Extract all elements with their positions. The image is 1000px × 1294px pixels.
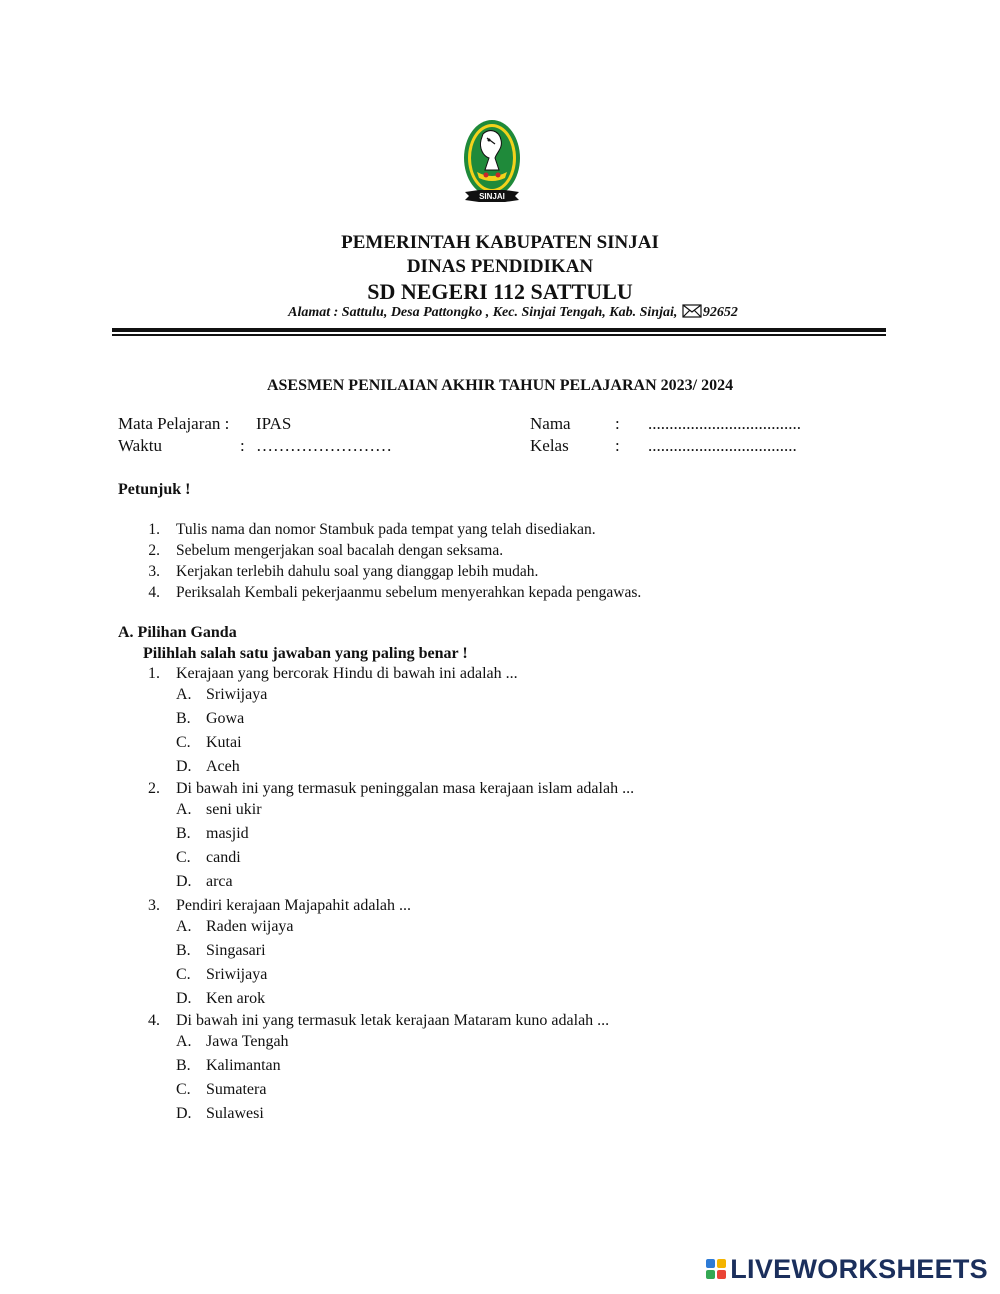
option-letter: C. — [176, 849, 191, 866]
logo-block — [706, 1270, 715, 1279]
question-text: Di bawah ini yang termasuk peninggalan masa kerajaan islam adalah ... — [176, 780, 635, 797]
logo-block — [717, 1259, 726, 1268]
option-text: Raden wijaya — [206, 918, 294, 935]
class-label: Kelas — [530, 436, 569, 455]
option-letter: A. — [176, 801, 192, 818]
sinjai-emblem-icon — [459, 118, 529, 210]
section-a-subheading: Pilihlah salah satu jawaban yang paling benar ! — [143, 645, 468, 662]
logo-block — [706, 1259, 715, 1268]
section-a-heading: A. Pilihan Ganda — [118, 624, 237, 641]
option-text: Gowa — [206, 710, 245, 727]
header-address: Alamat : Sattulu, Desa Pattongko , Kec. Sinjai Tengah, Kab. Sinjai, — [288, 305, 678, 320]
header-department: DINAS PENDIDIKAN — [406, 256, 594, 277]
header-divider-thick — [112, 328, 886, 332]
option-text: Sumatera — [206, 1081, 267, 1098]
option-letter: A. — [176, 1033, 192, 1050]
option-letter: C. — [176, 966, 191, 983]
instruction-text: Sebelum mengerjakan soal bacalah dengan seksama. — [176, 542, 504, 559]
option-letter: D. — [176, 1105, 192, 1122]
liveworksheets-watermark[interactable] — [706, 1254, 988, 1284]
liveworksheets-brand: LIVEWORKSHEETS — [730, 1253, 988, 1284]
name-colon: : — [615, 414, 620, 433]
subject-value: IPAS — [256, 414, 292, 433]
class-field[interactable]: ................................... — [648, 436, 797, 455]
instruction-text: Tulis nama dan nomor Stambuk pada tempat yang telah disediakan. — [176, 521, 596, 538]
option-text: Jawa Tengah — [206, 1033, 289, 1050]
question-number: 4. — [148, 1012, 160, 1029]
instruction-number: 2. — [148, 542, 160, 559]
question-number: 3. — [148, 897, 160, 914]
class-colon: : — [615, 436, 620, 455]
question-number: 1. — [148, 665, 160, 682]
instruction-number: 1. — [148, 521, 160, 538]
instruction-text: Periksalah Kembali pekerjaanmu sebelum menyerahkan kepada pengawas. — [176, 584, 642, 601]
exam-title: ASESMEN PENILAIAN AKHIR TAHUN PELAJARAN 2023/ 2024 — [266, 377, 734, 394]
option-letter: A. — [176, 686, 192, 703]
header-government: PEMERINTAH KABUPATEN SINJAI — [341, 232, 659, 253]
time-colon: : — [240, 436, 245, 455]
option-letter: C. — [176, 734, 191, 751]
question-text: Di bawah ini yang termasuk letak kerajaan Mataram kuno adalah ... — [176, 1012, 610, 1029]
liveworksheets-logo-icon — [706, 1259, 726, 1279]
subject-label: Mata Pelajaran : — [118, 414, 230, 433]
name-field[interactable]: .................................... — [648, 414, 801, 433]
question-number: 2. — [148, 780, 160, 797]
option-text: Kutai — [206, 734, 242, 751]
logo-block — [717, 1270, 726, 1279]
logo-banner-text: SINJAI — [479, 192, 505, 201]
option-text: Sriwijaya — [206, 966, 268, 983]
option-text: Ken arok — [206, 990, 266, 1007]
option-letter: C. — [176, 1081, 191, 1098]
option-text: seni ukir — [206, 801, 262, 818]
option-letter: B. — [176, 942, 191, 959]
instruction-number: 3. — [148, 563, 160, 580]
option-letter: A. — [176, 918, 192, 935]
envelope-icon — [682, 304, 702, 323]
option-text: Sulawesi — [206, 1105, 264, 1122]
time-field[interactable]: …………………… — [256, 436, 392, 455]
time-label: Waktu — [118, 436, 162, 455]
header-divider-thin — [112, 334, 886, 336]
option-letter: B. — [176, 825, 191, 842]
option-text: arca — [206, 873, 233, 890]
question-text: Pendiri kerajaan Majapahit adalah ... — [176, 897, 412, 914]
instruction-number: 4. — [148, 584, 160, 601]
option-text: Sriwijaya — [206, 686, 268, 703]
option-text: masjid — [206, 825, 249, 842]
header-postcode: 92652 — [702, 305, 738, 320]
name-label: Nama — [530, 414, 571, 433]
option-letter: D. — [176, 758, 192, 775]
instruction-text: Kerjakan terlebih dahulu soal yang dianggap lebih mudah. — [176, 563, 539, 580]
instructions-heading: Petunjuk ! — [118, 481, 191, 498]
option-letter: D. — [176, 873, 192, 890]
option-text: candi — [206, 849, 241, 866]
header-school-name: SD NEGERI 112 SATTULU — [367, 279, 633, 304]
option-text: Aceh — [206, 758, 240, 775]
option-letter: D. — [176, 990, 192, 1007]
option-text: Kalimantan — [206, 1057, 281, 1074]
option-letter: B. — [176, 1057, 191, 1074]
question-text: Kerajaan yang bercorak Hindu di bawah ini adalah ... — [176, 665, 518, 682]
header-address-line — [0, 304, 1000, 323]
option-letter: B. — [176, 710, 191, 727]
option-text: Singasari — [206, 942, 266, 959]
